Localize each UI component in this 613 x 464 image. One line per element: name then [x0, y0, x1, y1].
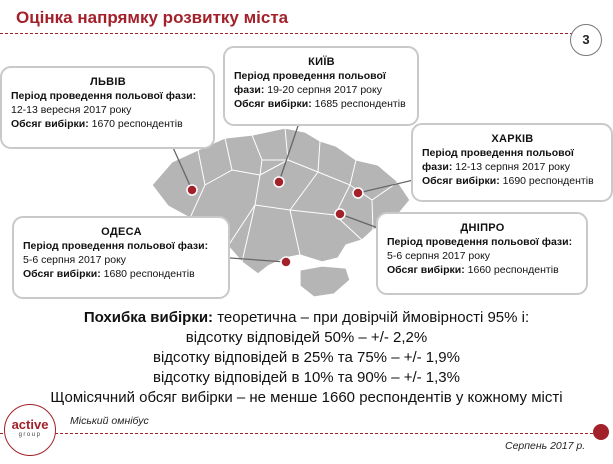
- sample-size-label: Обсяг вибірки:: [23, 268, 101, 280]
- field-period-label: Період проведення польової фази:: [387, 236, 573, 248]
- sample-size-label: Обсяг вибірки:: [422, 175, 500, 187]
- sample-size-label: Обсяг вибірки:: [234, 98, 312, 110]
- city-card-kharkiv: [411, 123, 613, 202]
- footer-dot: [593, 424, 609, 440]
- dnipro-marker: [335, 209, 345, 219]
- sample-size-value: 1680 респондентів: [103, 268, 195, 280]
- sample-size-label: Обсяг вибірки:: [11, 118, 89, 130]
- kharkiv-marker: [353, 188, 363, 198]
- summary-heading-line: [0, 308, 613, 328]
- footer-omnibus-label: Міський омнібус: [70, 415, 149, 427]
- page-number: 3: [570, 24, 602, 56]
- field-period-value: 12-13 вересня 2017 року: [11, 104, 132, 116]
- field-period-label: Період проведення польової фази:: [11, 90, 197, 102]
- city-name: ДНІПРО: [460, 222, 505, 234]
- sampling-error-text: теоретична – при довірчій ймовірності 95% і:: [217, 309, 530, 326]
- city-name: ОДЕСА: [101, 226, 142, 238]
- lviv-marker: [187, 185, 197, 195]
- active-group-logo: [4, 404, 56, 456]
- field-period-value: 5-6 серпня 2017 року: [387, 250, 491, 262]
- sampling-error-summary: [0, 308, 613, 408]
- crimea-outline: [300, 266, 350, 297]
- field-period-label: Період проведення польової фази:: [234, 70, 386, 96]
- sample-size-label: Обсяг вибірки:: [387, 264, 465, 276]
- field-period-label: Період проведення польової фази:: [23, 240, 209, 252]
- sample-size-value: 1660 респондентів: [467, 264, 559, 276]
- sample-size-value: 1670 респондентів: [91, 118, 183, 130]
- field-period-value: 12-13 серпня 2017 року: [455, 161, 570, 173]
- summary-line: відсотку відповідей в 25% та 75% – +/- 1,9%: [153, 349, 460, 366]
- city-card-lviv: [0, 66, 215, 149]
- summary-line: відсотку відповідей в 10% та 90% – +/- 1,3%: [153, 369, 460, 386]
- sampling-error-label: Похибка вибірки:: [83, 309, 214, 326]
- field-period-value: 19-20 серпня 2017 року: [267, 84, 382, 96]
- city-card-kyiv: [223, 46, 419, 126]
- odesa-marker: [281, 257, 291, 267]
- city-name: ХАРКІВ: [491, 133, 534, 145]
- kyiv-marker: [274, 177, 284, 187]
- field-period-label: Період проведення польової фази:: [422, 147, 574, 173]
- footer-divider: [0, 433, 593, 434]
- page-title: Оцінка напрямку розвитку міста: [16, 8, 289, 27]
- footer-date: Серпень 2017 р.: [505, 440, 586, 452]
- city-card-odesa: [12, 216, 230, 299]
- city-card-dnipro: [376, 212, 588, 295]
- sample-size-value: 1690 респондентів: [502, 175, 594, 187]
- city-name: ЛЬВІВ: [89, 76, 127, 88]
- city-name: КИЇВ: [308, 56, 335, 68]
- logo-word: active: [11, 417, 49, 432]
- sample-size-value: 1685 респондентів: [314, 98, 406, 110]
- summary-line: Щомісячний обсяг вибірки – не менше 1660 респондентів у кожному місті: [50, 389, 563, 406]
- field-period-value: 5-6 серпня 2017 року: [23, 254, 127, 266]
- summary-line: відсотку відповідей 50% – +/- 2,2%: [185, 329, 428, 346]
- logo-subword: group: [18, 432, 42, 438]
